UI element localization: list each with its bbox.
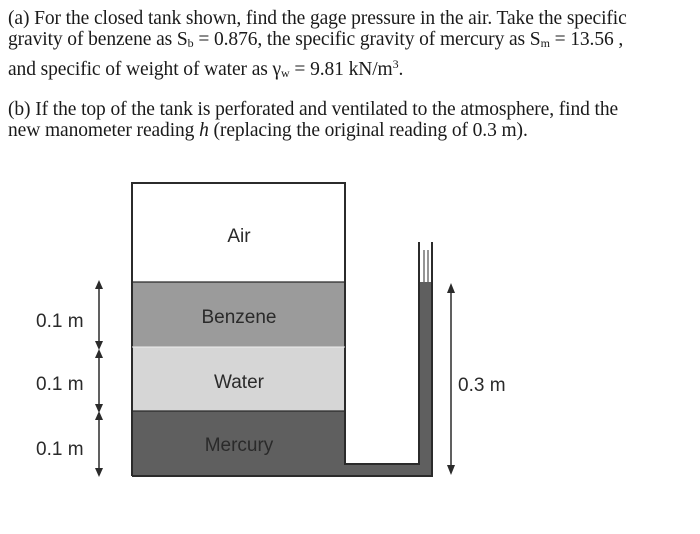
mercury-gravity-value: = 13.56 , (549, 29, 624, 50)
water-weight-text: and specific of weight of water as γ (8, 59, 282, 80)
water-height-label: 0.1 m (36, 374, 84, 395)
manometer-reading-dimension (447, 283, 455, 475)
water-height-dimension (95, 349, 103, 413)
water-weight-value: = 9.81 kN/m (289, 59, 393, 80)
benzene-subscript: b (187, 36, 194, 50)
arrow-down-icon (447, 465, 455, 475)
arrow-up-icon (447, 283, 455, 293)
benzene-label: Benzene (201, 307, 277, 328)
benzene-height-dimension (95, 280, 103, 350)
manometer-bottom-mercury (132, 464, 432, 476)
water-subscript: w (281, 66, 290, 80)
mercury-gravity-text: = 0.876, the specific gravity of mercury as S (193, 29, 541, 50)
arrow-down-icon (95, 468, 103, 477)
manometer-column-mercury (419, 282, 432, 476)
mercury-height-label: 0.1 m (36, 439, 84, 460)
arrow-up-icon (95, 280, 103, 289)
part-b-text-start: new manometer reading (8, 120, 200, 141)
h-variable: h (199, 120, 209, 141)
arrow-up-icon (95, 411, 103, 420)
manometer-reading-label: 0.3 m (458, 375, 506, 396)
air-label: Air (227, 226, 251, 247)
mercury-subscript: m (540, 36, 550, 50)
part-a-line-1: (a) For the closed tank shown, find the gage pressure in the air. Take the specific (8, 8, 627, 29)
cube-superscript: 3 (392, 57, 399, 71)
mercury-label: Mercury (204, 435, 274, 456)
part-a-period: . (398, 59, 404, 80)
part-b-text-end: (replacing the original reading of 0.3 m). (208, 120, 528, 141)
water-label: Water (214, 372, 264, 393)
part-b-line-1: (b) If the top of the tank is perforated and ventilated to the atmosphere, find the (8, 99, 619, 120)
benzene-gravity-text: gravity of benzene as S (8, 29, 188, 50)
benzene-height-label: 0.1 m (36, 311, 84, 332)
arrow-down-icon (95, 341, 103, 350)
mercury-height-dimension (95, 411, 103, 477)
arrow-up-icon (95, 349, 103, 358)
